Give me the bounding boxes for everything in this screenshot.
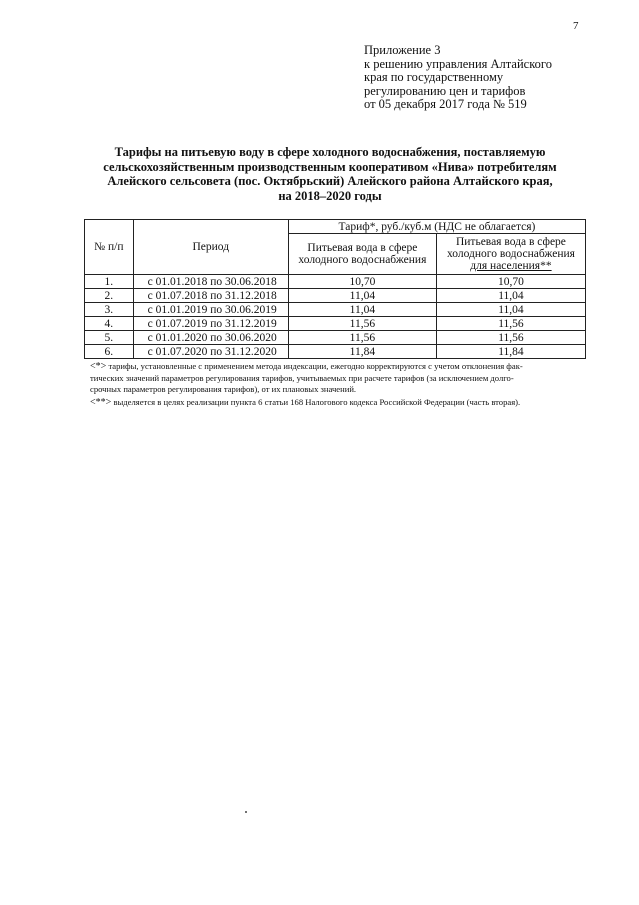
footnote-second <box>90 397 590 409</box>
title-line: сельскохозяйственным производственным кооперативом «Нива» потребителям <box>103 159 557 174</box>
row-tariff-general: 11,84 <box>288 345 436 359</box>
row-number: 2. <box>85 289 134 303</box>
row-number: 6. <box>85 345 134 359</box>
row-tariff-population: 11,04 <box>436 289 585 303</box>
appendix-line: Приложение 3 <box>364 43 441 57</box>
row-tariff-general: 11,04 <box>288 289 436 303</box>
header-tariff-group: Тариф*, руб./куб.м (НДС не облагается) <box>288 220 585 234</box>
page-number: 7 <box>573 20 579 32</box>
appendix-header <box>364 44 614 112</box>
row-tariff-population: 11,04 <box>436 303 585 317</box>
appendix-line: края по государственному <box>364 70 504 84</box>
tariff-table <box>84 219 586 359</box>
footnote-text: тарифы, установленные с применением метода индексации, ежегодно корректируются с учетом отклонения фак- <box>108 361 523 371</box>
header-tariff-general: Питьевая вода в сфере холодного водоснабжения <box>288 234 436 275</box>
row-tariff-population: 11,56 <box>436 317 585 331</box>
row-number: 5. <box>85 331 134 345</box>
header-number: № п/п <box>85 220 134 275</box>
row-period: с 01.07.2020 по 31.12.2020 <box>133 345 288 359</box>
table-row <box>85 275 586 289</box>
title-line: на 2018–2020 годы <box>278 188 382 203</box>
table-row <box>85 289 586 303</box>
row-period: с 01.07.2019 по 31.12.2019 <box>133 317 288 331</box>
table-row <box>85 345 586 359</box>
row-period: с 01.01.2019 по 30.06.2019 <box>133 303 288 317</box>
row-period: с 01.07.2018 по 31.12.2018 <box>133 289 288 303</box>
footnote-mark: <**> <box>90 396 112 408</box>
header-tariff-population <box>436 234 585 275</box>
title-line: Тарифы на питьевую воду в сфере холодного водоснабжения, поставляемую <box>114 145 546 159</box>
row-period: с 01.01.2020 по 30.06.2020 <box>133 331 288 345</box>
footnote-text: тических значений параметров регулирования тарифов, учитываемых при расчете тарифов (за исключением долго- <box>90 372 514 383</box>
row-tariff-general: 11,56 <box>288 331 436 345</box>
row-number: 1. <box>85 275 134 289</box>
title-line: Алейского сельсовета (пос. Октябрьский) Алейского района Алтайского края, <box>107 174 553 188</box>
table-row <box>85 303 586 317</box>
row-tariff-general: 10,70 <box>288 275 436 289</box>
appendix-line: к решению управления Алтайского <box>364 56 552 71</box>
row-tariff-population: 10,70 <box>436 275 585 289</box>
footnote-text: выделяется в целях реализации пункта 6 статьи 168 Налогового кодекса Российской Федерации (часть вторая). <box>113 396 521 407</box>
header-population-line: холодного водоснабжения <box>446 248 575 260</box>
row-number: 4. <box>85 317 134 331</box>
row-number: 3. <box>85 303 134 317</box>
appendix-line: регулированию цен и тарифов <box>364 83 526 98</box>
table-row <box>85 317 586 331</box>
row-tariff-general: 11,04 <box>288 303 436 317</box>
footnotes <box>90 361 590 409</box>
appendix-line: от 05 декабря 2017 года № 519 <box>364 97 527 111</box>
row-tariff-general: 11,56 <box>288 317 436 331</box>
table-row <box>85 331 586 345</box>
scan-dot <box>245 811 247 813</box>
footnote-first <box>90 361 590 396</box>
header-population-line: для населения** <box>470 260 552 272</box>
row-tariff-population: 11,84 <box>436 345 585 359</box>
header-population-line: Питьевая вода в сфере <box>455 236 566 248</box>
header-period: Период <box>133 220 288 275</box>
row-tariff-population: 11,56 <box>436 331 585 345</box>
footnote-mark: <*> <box>90 361 107 372</box>
row-period: с 01.01.2018 по 30.06.2018 <box>133 275 288 289</box>
document-title <box>60 145 600 203</box>
footnote-text: срочных параметров регулирования тарифов), от их плановых значений. <box>90 384 357 394</box>
